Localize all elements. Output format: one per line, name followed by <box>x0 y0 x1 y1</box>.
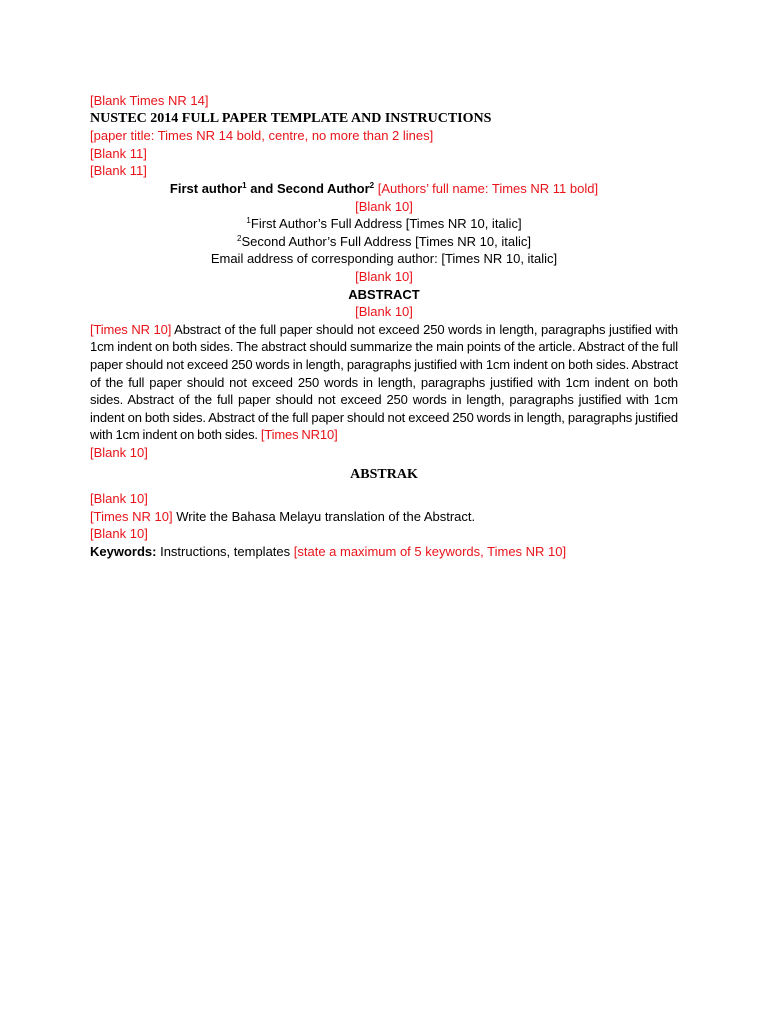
second-author-address <box>90 233 678 251</box>
second-author-sup: 2 <box>369 180 375 190</box>
paper-title: NUSTEC 2014 FULL PAPER TEMPLATE AND INSTRUCTIONS <box>90 110 492 126</box>
abstract-tail-instruction: [Times NR10] <box>257 427 338 443</box>
blank-line: [Blank 10] <box>355 198 413 214</box>
abstrak-heading: ABSTRAK <box>350 467 418 483</box>
keywords-label: Keywords: <box>90 543 157 559</box>
abstrak-paragraph <box>90 508 678 526</box>
first-author-address <box>90 215 678 233</box>
abstract-lead-instruction: [Times NR 10] <box>90 321 172 337</box>
blank-line: [Blank 10] <box>90 444 148 460</box>
address1-text: First Author’s Full Address [Times NR 10, italic] <box>250 216 522 232</box>
blank-line: [Blank 10] <box>355 304 413 320</box>
corresponding-email: Email address of corresponding author: [Times NR 10, italic] <box>210 251 558 267</box>
blank-line: [Blank 10] <box>90 491 148 507</box>
abstract-heading: ABSTRACT <box>348 286 420 302</box>
title-instruction: [paper title: Times NR 14 bold, centre, no more than 2 lines] <box>90 128 434 144</box>
document-page <box>90 92 678 560</box>
blank-line: [Blank 10] <box>90 526 148 542</box>
abstract-body: Abstract of the full paper should not exceed 250 words in length, paragraphs justified with 1cm indent on both sides. The abstract should summarize the main points of the article. Abstract of the full paper should not exceed 250 words in length, paragraphs justified with 1cm indent on both sides. Abstract of the full paper should not exceed 250 words in length, paragraphs justified with 1cm indent on both sides. Abstract of the full paper should not exceed 250 words in length, paragraphs justified with 1cm indent on both sides. Abstract of the full paper should not exceed 250 words in length, paragraphs justified with 1cm indent on both sides. <box>90 321 679 443</box>
abstract-paragraph <box>90 321 678 444</box>
blank-line: [Blank 10] <box>355 268 413 284</box>
keywords-instruction: [state a maximum of 5 keywords, Times NR 10] <box>293 543 567 559</box>
address2-text: Second Author’s Full Address [Times NR 10, italic] <box>241 233 531 249</box>
second-author: and Second Author <box>246 180 370 196</box>
first-author: First author <box>169 180 243 196</box>
blank-line: [Blank Times NR 14] <box>90 93 209 108</box>
keywords-value: Instructions, templates <box>156 543 294 559</box>
address2-sup: 2 <box>237 233 242 243</box>
keywords-line <box>90 543 678 561</box>
abstrak-lead-instruction: [Times NR 10] <box>90 508 173 524</box>
blank-line: [Blank 11] <box>90 145 147 161</box>
authors-instruction: [Authors’ full name: Times NR 11 bold] <box>374 180 599 196</box>
address1-sup: 1 <box>246 216 251 226</box>
first-author-sup: 1 <box>242 180 247 190</box>
authors-line <box>90 180 678 198</box>
abstrak-body: Write the Bahasa Melayu translation of the Abstract. <box>172 508 476 524</box>
blank-line: [Blank 11] <box>90 163 147 179</box>
